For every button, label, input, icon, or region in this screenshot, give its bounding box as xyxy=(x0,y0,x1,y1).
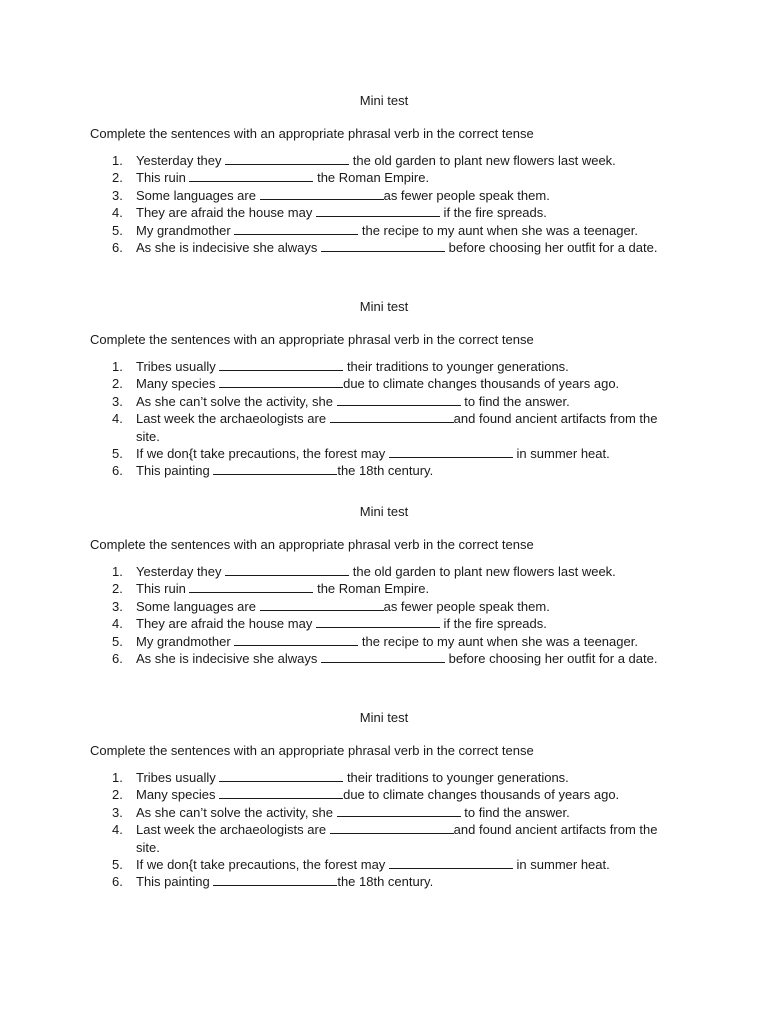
question-text-before: Tribes usually xyxy=(136,359,220,374)
question-text-after: due to climate changes thousands of years ago. xyxy=(343,376,620,392)
question-text-after: their traditions to younger generations. xyxy=(343,770,569,785)
question-item xyxy=(0,650,676,667)
question-item xyxy=(0,563,676,580)
question-list xyxy=(0,769,676,891)
question-text-before: They are afraid the house may xyxy=(136,205,316,221)
question-item xyxy=(0,187,676,204)
question-text-before: Tribes usually xyxy=(136,770,220,785)
question-text-before: Last week the archaeologists are xyxy=(136,411,330,427)
question-text-before: This ruin xyxy=(136,170,190,186)
question-text-after: as fewer people speak them. xyxy=(383,598,550,614)
question-number: 1. xyxy=(112,153,123,168)
question-text-after: the 18th century. xyxy=(337,874,434,890)
question-text-before: My grandmother xyxy=(136,222,235,238)
question-text-after: the Roman Empire. xyxy=(313,170,430,186)
question-number: 3. xyxy=(112,598,123,614)
question-text-before: If we don{t take precautions, the forest may xyxy=(136,857,389,873)
question-number: 5. xyxy=(112,222,123,238)
section-instruction: Complete the sentences with an appropriate phrasal verb in the correct tense xyxy=(90,537,534,552)
question-text-after: if the fire spreads. xyxy=(439,616,547,632)
question-number: 4. xyxy=(112,411,123,427)
question-text-after: before choosing her outfit for a date. xyxy=(444,240,658,256)
question-text-after: the recipe to my aunt when she was a teenager. xyxy=(358,222,638,238)
question-text-after: their traditions to younger generations. xyxy=(343,359,569,374)
answer-blank[interactable] xyxy=(337,804,461,817)
question-item xyxy=(0,633,676,650)
answer-blank[interactable] xyxy=(260,598,384,611)
question-text-after: and found ancient artifacts from the site. xyxy=(136,411,658,444)
answer-blank[interactable] xyxy=(213,873,337,886)
answer-blank[interactable] xyxy=(189,169,313,182)
question-text-before: Some languages are xyxy=(136,187,260,203)
question-number: 6. xyxy=(112,874,123,890)
section-title: Mini test xyxy=(359,504,409,519)
answer-blank[interactable] xyxy=(330,410,454,423)
question-number: 1. xyxy=(112,564,123,579)
answer-blank[interactable] xyxy=(219,358,343,371)
question-text-before: As she can’t solve the activity, she xyxy=(136,804,337,820)
question-text-before: This painting xyxy=(136,463,214,479)
question-text-before: Many species xyxy=(136,787,220,803)
question-number: 1. xyxy=(112,770,123,785)
section-instruction: Complete the sentences with an appropriate phrasal verb in the correct tense xyxy=(90,126,534,141)
question-item xyxy=(0,769,676,786)
question-text-before: They are afraid the house may xyxy=(136,616,316,632)
question-item xyxy=(0,410,676,445)
question-item xyxy=(0,856,676,873)
question-item xyxy=(0,580,676,597)
mini-test-section-2 xyxy=(0,298,768,479)
section-instruction: Complete the sentences with an appropriate phrasal verb in the correct tense xyxy=(90,743,534,758)
question-item xyxy=(0,873,676,890)
question-text-before: Yesterday they xyxy=(136,153,226,168)
answer-blank[interactable] xyxy=(321,239,445,252)
answer-blank[interactable] xyxy=(316,204,440,217)
question-item xyxy=(0,445,676,462)
question-number: 6. xyxy=(112,463,123,479)
question-number: 1. xyxy=(112,359,123,374)
question-item xyxy=(0,821,676,856)
mini-test-section-1 xyxy=(0,92,768,256)
question-text-after: the recipe to my aunt when she was a teenager. xyxy=(358,633,638,649)
question-text-after: if the fire spreads. xyxy=(439,205,547,221)
question-number: 6. xyxy=(112,240,123,256)
question-text-before: As she is indecisive she always xyxy=(136,240,321,256)
answer-blank[interactable] xyxy=(316,615,440,628)
question-item xyxy=(0,462,676,479)
answer-blank[interactable] xyxy=(225,152,349,165)
question-item xyxy=(0,358,676,375)
question-item xyxy=(0,804,676,821)
question-text-after: to find the answer. xyxy=(460,393,570,409)
answer-blank[interactable] xyxy=(234,633,358,646)
answer-blank[interactable] xyxy=(389,856,513,869)
question-text-before: Last week the archaeologists are xyxy=(136,822,330,838)
question-item xyxy=(0,375,676,392)
question-item xyxy=(0,598,676,615)
question-item xyxy=(0,615,676,632)
question-text-before: Many species xyxy=(136,376,220,392)
question-number: 4. xyxy=(112,205,123,221)
answer-blank[interactable] xyxy=(321,650,445,663)
mini-test-section-3 xyxy=(0,503,768,667)
answer-blank[interactable] xyxy=(234,222,358,235)
question-number: 5. xyxy=(112,633,123,649)
section-title: Mini test xyxy=(359,299,409,314)
question-number: 2. xyxy=(112,170,123,186)
question-text-before: This ruin xyxy=(136,581,190,597)
question-number: 2. xyxy=(112,787,123,803)
question-number: 4. xyxy=(112,616,123,632)
question-text-after: before choosing her outfit for a date. xyxy=(444,651,658,667)
question-number: 2. xyxy=(112,581,123,597)
answer-blank[interactable] xyxy=(337,393,461,406)
question-text-before: If we don{t take precautions, the forest may xyxy=(136,446,389,462)
question-text-after: as fewer people speak them. xyxy=(383,187,550,203)
question-number: 2. xyxy=(112,376,123,392)
answer-blank[interactable] xyxy=(330,821,454,834)
section-title: Mini test xyxy=(359,93,409,108)
question-item xyxy=(0,786,676,803)
question-list xyxy=(0,152,676,256)
question-text-before: As she is indecisive she always xyxy=(136,651,321,667)
question-text-after: in summer heat. xyxy=(512,857,610,873)
question-item xyxy=(0,393,676,410)
question-text-after: the old garden to plant new flowers last week. xyxy=(349,153,616,168)
question-item xyxy=(0,152,676,169)
question-list xyxy=(0,563,676,667)
question-item xyxy=(0,204,676,221)
answer-blank[interactable] xyxy=(225,563,349,576)
question-text-before: Yesterday they xyxy=(136,564,226,579)
question-text-after: the Roman Empire. xyxy=(313,581,430,597)
question-number: 5. xyxy=(112,857,123,873)
question-text-before: This painting xyxy=(136,874,214,890)
question-text-before: As she can’t solve the activity, she xyxy=(136,393,337,409)
section-instruction: Complete the sentences with an appropriate phrasal verb in the correct tense xyxy=(90,332,534,347)
question-number: 6. xyxy=(112,651,123,667)
answer-blank[interactable] xyxy=(260,187,384,200)
answer-blank[interactable] xyxy=(219,769,343,782)
answer-blank[interactable] xyxy=(219,786,343,799)
question-number: 3. xyxy=(112,187,123,203)
question-text-after: in summer heat. xyxy=(512,446,610,462)
question-item xyxy=(0,239,676,256)
answer-blank[interactable] xyxy=(189,580,313,593)
mini-test-section-4 xyxy=(0,709,768,890)
question-number: 3. xyxy=(112,393,123,409)
answer-blank[interactable] xyxy=(213,462,337,475)
question-list xyxy=(0,358,676,480)
question-text-after: the 18th century. xyxy=(337,463,434,479)
question-number: 3. xyxy=(112,804,123,820)
question-text-before: Some languages are xyxy=(136,598,260,614)
section-title: Mini test xyxy=(359,710,409,725)
question-number: 5. xyxy=(112,446,123,462)
answer-blank[interactable] xyxy=(219,375,343,388)
question-text-after: and found ancient artifacts from the site. xyxy=(136,822,658,855)
question-number: 4. xyxy=(112,822,123,838)
question-text-after: the old garden to plant new flowers last week. xyxy=(349,564,616,579)
question-text-after: to find the answer. xyxy=(460,804,570,820)
question-item xyxy=(0,169,676,186)
question-item xyxy=(0,222,676,239)
answer-blank[interactable] xyxy=(389,445,513,458)
question-text-before: My grandmother xyxy=(136,633,235,649)
question-text-after: due to climate changes thousands of years ago. xyxy=(343,787,620,803)
